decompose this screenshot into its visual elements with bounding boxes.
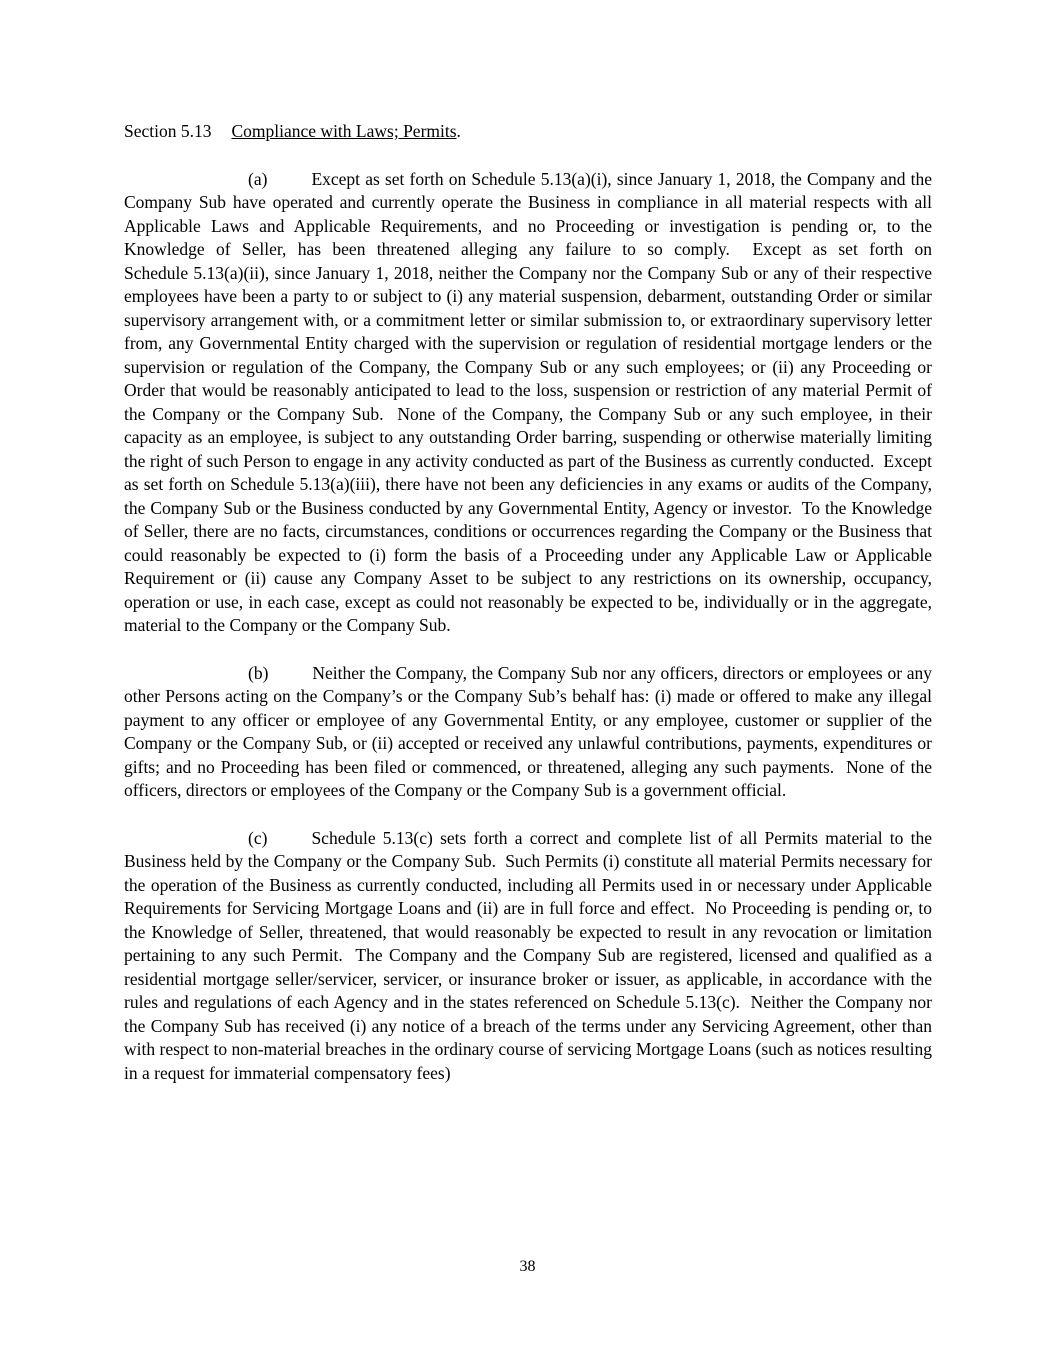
section-title: Compliance with Laws; Permits (231, 121, 457, 141)
paragraph-c (124, 827, 932, 1086)
paragraph-c-text: Schedule 5.13(c) sets forth a correct and complete list of all Permits material to the Business held by the Company or the Company Sub. Such Permits (i) constitute all material Permits necessary for the operation of the Business as currently conducted, including all Permits used in or necessary under Applicable Requirements for Servicing Mortgage Loans and (ii) are in full force and effect. No Proceeding is pending or, to the Knowledge of Seller, threatened, that would reasonably be expected to result in any revocation or limitation pertaining to any such Permit. The Company and the Company Sub are registered, licensed and qualified as a residential mortgage seller/servicer, servicer, or insurance broker or issuer, as applicable, in accordance with the rules and regulations of each Agency and in the states referenced on Schedule 5.13(c). Neither the Company nor the Company Sub has received (i) any notice of a breach of the terms under any Servicing Agreement, other than with respect to non-material breaches in the ordinary course of servicing Mortgage Loans (such as notices resulting in a request for immaterial compensatory fees) (124, 827, 932, 1083)
paragraph-a-label: (a) (248, 168, 268, 189)
paragraph-b (124, 662, 932, 803)
section-heading (124, 120, 932, 144)
section-label: Section 5.13 (124, 121, 212, 141)
paragraph-a (124, 168, 932, 638)
document-content (124, 120, 932, 1085)
paragraph-b-text: Neither the Company, the Company Sub nor any officers, directors or employees or any other Persons acting on the Company’s or the Company Sub’s behalf has: (i) made or offered to make any illegal payment to any officer or employee of any Governmental Entity, or any employee, customer or supplier of the Company or the Company Sub, or (ii) accepted or received any unlawful contributions, payments, expenditures or gifts; and no Proceeding has been filed or commenced, or threatened, alleging any such payments. None of the officers, directors or employees of the Company or the Company Sub is a government official. (124, 662, 932, 800)
paragraph-a-text: Except as set forth on Schedule 5.13(a)(i), since January 1, 2018, the Company and the Company Sub have operated and currently operate the Business in compliance in all material respects with all Applicable Laws and Applicable Requirements, and no Proceeding or investigation is pending or, to the Knowledge of Seller, has been threatened alleging any failure to so comply. Except as set forth on Schedule 5.13(a)(ii), since January 1, 2018, neither the Company nor the Company Sub or any of their respective employees have been a party to or subject to (i) any material suspension, debarment, outstanding Order or similar supervisory arrangement with, or a commitment letter or similar submission to, or extraordinary supervisory letter from, any Governmental Entity charged with the supervision or regulation of residential mortgage lenders or the supervision or regulation of the Company, the Company Sub or any such employees; or (ii) any Proceeding or Order that would be reasonably anticipated to lead to the loss, suspension or restriction of any material Permit of the Company or the Company Sub. None of the Company, the Company Sub or any such employee, in their capacity as an employee, is subject to any outstanding Order barring, suspending or otherwise materially limiting the right of such Person to engage in any activity conducted as part of the Business as currently conducted. Except as set forth on Schedule 5.13(a)(iii), there have not been any deficiencies in any exams or audits of the Company, the Company Sub or the Business conducted by any Governmental Entity, Agency or investor. To the Knowledge of Seller, there are no facts, circumstances, conditions or occurrences regarding the Company or the Business that could reasonably be expected to (i) form the basis of a Proceeding under any Applicable Law or Applicable Requirement or (ii) cause any Company Asset to be subject to any restrictions on its ownership, occupancy, operation or use, in each case, except as could not reasonably be expected to be, individually or in the aggregate, material to the Company or the Company Sub. (124, 168, 932, 635)
paragraph-c-label: (c) (248, 827, 268, 848)
page-number: 38 (519, 1258, 536, 1275)
paragraph-b-label: (b) (248, 662, 269, 683)
section-title-period: . (456, 121, 461, 141)
